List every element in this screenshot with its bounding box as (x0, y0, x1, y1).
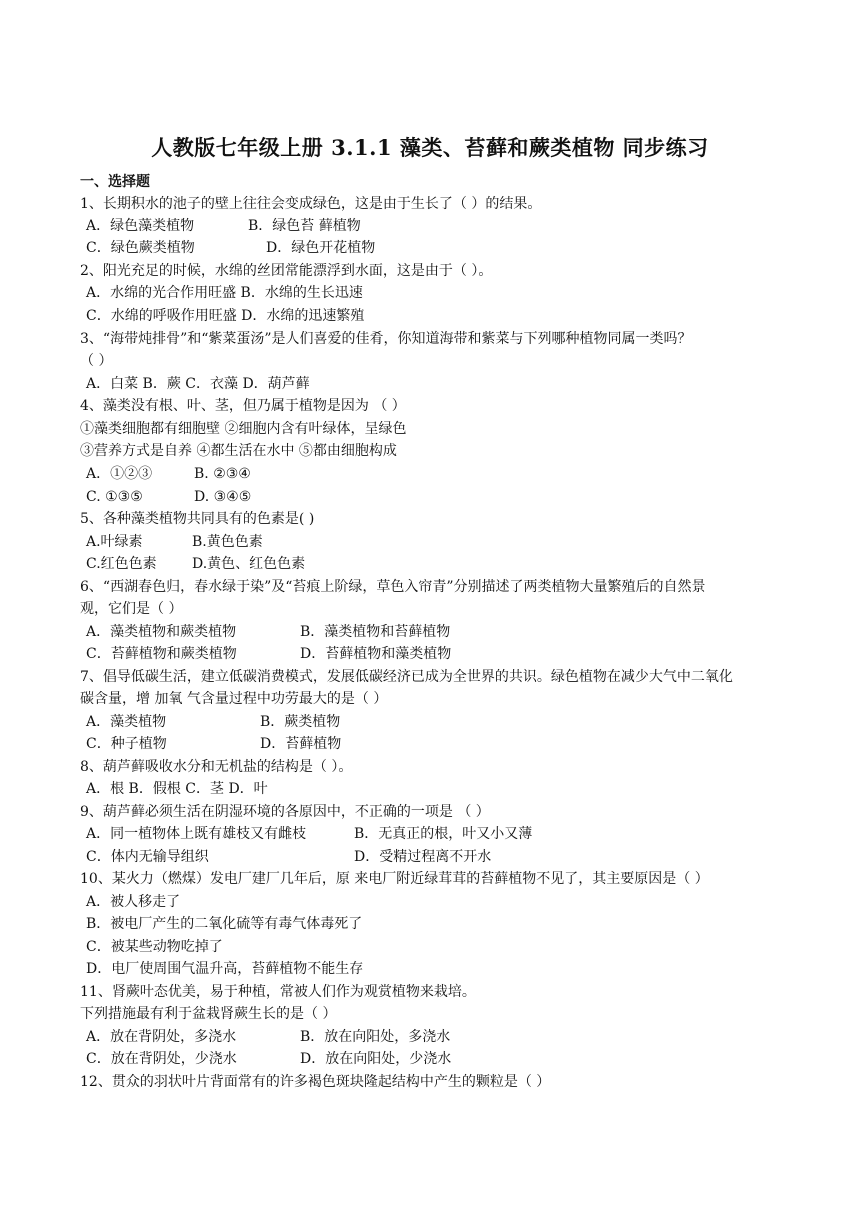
q1-option-b: B．绿色苔 藓植物 (248, 218, 361, 234)
q11-option-a: A．放在背阴处，多浇水 (86, 1029, 237, 1045)
q6-option-d: D．苔藓植物和藻类植物 (300, 646, 452, 662)
q10-option-b: B．被电厂产生的二氧化硫等有毒气体毒死了 (86, 916, 363, 932)
q10-option-c: C．被某些动物吃掉了 (86, 939, 223, 955)
q8-options: A．根 B．假根 C．茎 D．叶 (86, 781, 268, 797)
q4-statement-1: ①藻类细胞都有细胞壁 ②细胞内含有叶绿体，呈绿色 (80, 421, 407, 437)
question-5: 5、各种藻类植物共同具有的色素是( ) (80, 511, 315, 527)
q1-option-d: D．绿色开花植物 (266, 240, 376, 256)
question-7-cont: 碳含量，增 加氧 气含量过程中功劳最大的是（ ） (80, 691, 388, 707)
question-6-cont: 观，它们是（ ） (80, 601, 183, 617)
question-3-cont: （ ） (80, 353, 113, 369)
q9-option-c: C．体内无输导组织 (86, 849, 209, 865)
q6-option-a: A．藻类植物和蕨类植物 (86, 624, 237, 640)
question-9: 9、葫芦藓必须生活在阴湿环境的各原因中，不正确的一项是 （ ） (80, 804, 490, 820)
question-4: 4、藻类没有根、叶、茎，但乃属于植物是因为 （ ） (80, 398, 406, 414)
q11-option-c: C．放在背阴处，少浇水 (86, 1051, 237, 1067)
q10-option-d: D．电厂使周围气温升高，苔藓植物不能生存 (86, 961, 364, 977)
q7-option-b: B．蕨类植物 (260, 714, 341, 730)
q2-options-ab: A．水绵的光合作用旺盛 B．水绵的生长迅速 (86, 285, 363, 301)
q3-options: A．白菜 B．蕨 C．衣藻 D．葫芦藓 (86, 376, 310, 392)
question-6: 6、“西湖春色归，春水绿于染”及“苔痕上阶绿，草色入帘青”分别描述了两类植物大量繁殖后的自然景 (80, 579, 706, 595)
question-1: 1、长期积水的池子的壁上往往会变成绿色，这是由于生长了（ ）的结果。 (80, 196, 542, 212)
q7-option-c: C．种子植物 (86, 736, 167, 752)
q5-option-c: C.红色色素 (86, 556, 157, 572)
q11-option-b: B．放在向阳处，多浇水 (300, 1029, 451, 1045)
q6-option-b: B．藻类植物和苔藓植物 (300, 624, 451, 640)
question-3: 3、“海带炖排骨”和“紫菜蛋汤”是人们喜爱的佳肴，你知道海带和紫菜与下列哪种植物同属一类吗？ (80, 331, 692, 347)
question-11-cont: 下列措施最有利于盆栽肾蕨生长的是（ ） (80, 1006, 337, 1022)
q4-option-a: A．①②③ (86, 466, 153, 482)
q1-option-c: C．绿色蕨类植物 (86, 240, 195, 256)
question-8: 8、葫芦藓吸收水分和无机盐的结构是（ ）。 (80, 759, 353, 775)
q6-option-c: C．苔藓植物和蕨类植物 (86, 646, 237, 662)
q5-option-b: B.黄色色素 (192, 534, 263, 550)
question-7: 7、倡导低碳生活，建立低碳消费模式，发展低碳经济已成为全世界的共识。绿色植物在减少大气中二氧化 (80, 669, 733, 685)
q1-option-a: A．绿色藻类植物 (86, 218, 195, 234)
q5-option-a: A.叶绿素 (86, 534, 143, 550)
q4-statement-2: ③营养方式是自养 ④都生活在水中 ⑤都由细胞构成 (80, 443, 397, 459)
q4-option-c: C. ①③⑤ (86, 489, 143, 505)
q11-option-d: D．放在向阳处，少浇水 (300, 1051, 452, 1067)
q7-option-a: A．藻类植物 (86, 714, 167, 730)
page-title: 人教版七年级上册 3.1.1 藻类、苔藓和蕨类植物 同步练习 (151, 135, 709, 160)
q9-option-d: D．受精过程离不开水 (354, 849, 492, 865)
q5-option-d: D.黄色、红色色素 (192, 556, 306, 572)
question-12: 12、贯众的羽状叶片背面常有的许多褐色斑块隆起结构中产生的颗粒是（ ） (80, 1074, 551, 1090)
question-11: 11、肾蕨叶态优美，易于种植，常被人们作为观赏植物来栽培。 (80, 984, 476, 1000)
q2-options-cd: C．水绵的呼吸作用旺盛 D．水绵的迅速繁殖 (86, 308, 365, 324)
q9-option-a: A．同一植物体上既有雄枝又有雌枝 (86, 826, 307, 842)
q10-option-a: A．被人移走了 (86, 894, 181, 910)
q4-option-b: B. ②③④ (194, 466, 251, 482)
q7-option-d: D．苔藓植物 (260, 736, 342, 752)
question-10: 10、某火力（燃煤）发电厂建厂几年后，原 来电厂附近绿茸茸的苔藓植物不见了，其主要原因是（ ） (80, 871, 709, 887)
q9-option-b: B．无真正的根，叶又小又薄 (354, 826, 533, 842)
question-2: 2、阳光充足的时候，水绵的丝团常能漂浮到水面，这是由于（ ）。 (80, 263, 493, 279)
q4-option-d: D. ③④⑤ (194, 489, 252, 505)
section-heading: 一、选择题 (80, 174, 150, 190)
